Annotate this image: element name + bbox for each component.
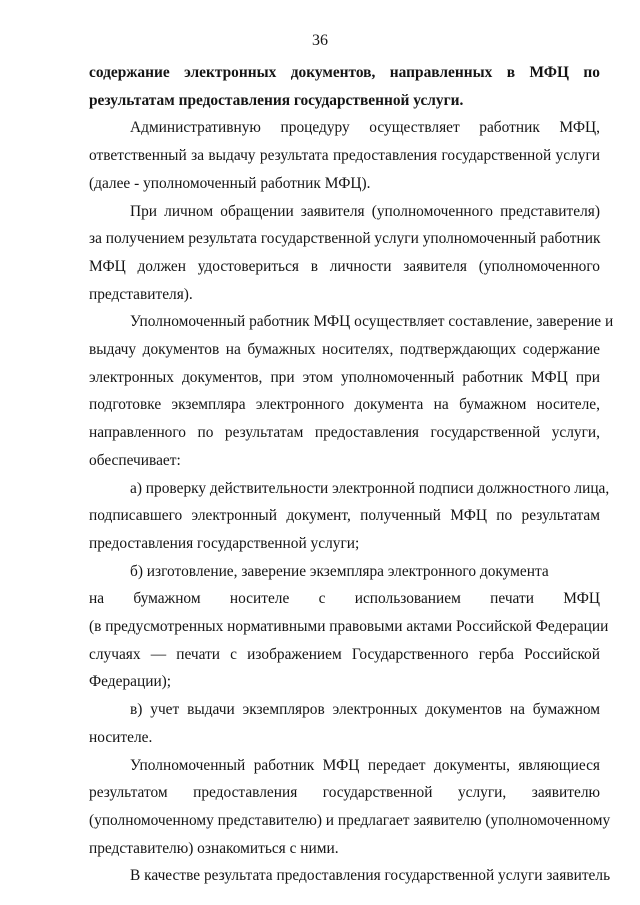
text-line: предоставления государственной услуги; [89,534,360,552]
text-line: в) учет выдачи экземпляров электронных документов на бумажном [130,701,600,719]
text-line: за получением результата государственной услуги уполномоченный работник [89,230,601,248]
section-heading-line: содержание электронных документов, направленных в МФЦ по [89,64,600,81]
text-line: (в предусмотренных нормативными правовыми актами Российской Федерации [89,618,609,635]
text-line: МФЦ должен удостовериться в личности заявителя (уполномоченного [89,257,600,275]
text-line: носителе. [89,728,153,746]
text-line: (далее - уполномоченный работник МФЦ). [89,174,371,192]
text-line: представителю) ознакомиться с ними. [89,839,339,857]
text-line: (уполномоченному представителю) и предлагает заявителю (уполномоченному [89,811,611,829]
text-line: Федерации); [89,673,172,691]
text-line: В качестве результата предоставления государственной услуги заявитель [130,867,611,885]
text-line: электронных документов, при этом уполномоченный работник МФЦ при [89,368,600,386]
text-line: результатом предоставления государственной услуги, заявителю [89,784,600,802]
text-line: обеспечивает: [89,451,181,469]
text-line: подготовке экземпляра электронного документа на бумажном носителе, [89,396,600,414]
section-heading-line: результатам предоставления государственной услуги. [89,91,464,109]
text-line: выдачу документов на бумажных носителях, подтверждающих содержание [89,341,600,358]
text-line: При личном обращении заявителя (уполномоченного представителя) [130,202,600,220]
text-line: представителя). [89,285,193,303]
text-line: Административную процедуру осуществляет работник МФЦ, [130,119,600,137]
text-line: Уполномоченный работник МФЦ осуществляет составление, заверение и [130,313,614,331]
text-line: ответственный за выдачу результата предоставления государственной услуги [89,147,600,165]
text-line: случаях — печати с изображением Государственного герба Российской [89,645,600,663]
text-line: подписавшего электронный документ, полученный МФЦ по результатам [89,507,600,525]
text-line: б) изготовление, заверение экземпляра электронного документа [130,562,549,580]
page-number: 36 [312,32,328,49]
text-line: на бумажном носителе с использованием печати МФЦ [89,590,600,608]
text-line: а) проверку действительности электронной подписи должностного лица, [130,479,610,497]
text-line: Уполномоченный работник МФЦ передает документы, являющиеся [130,756,600,774]
text-line: направленного по результатам предоставления государственной услуги, [89,424,600,442]
